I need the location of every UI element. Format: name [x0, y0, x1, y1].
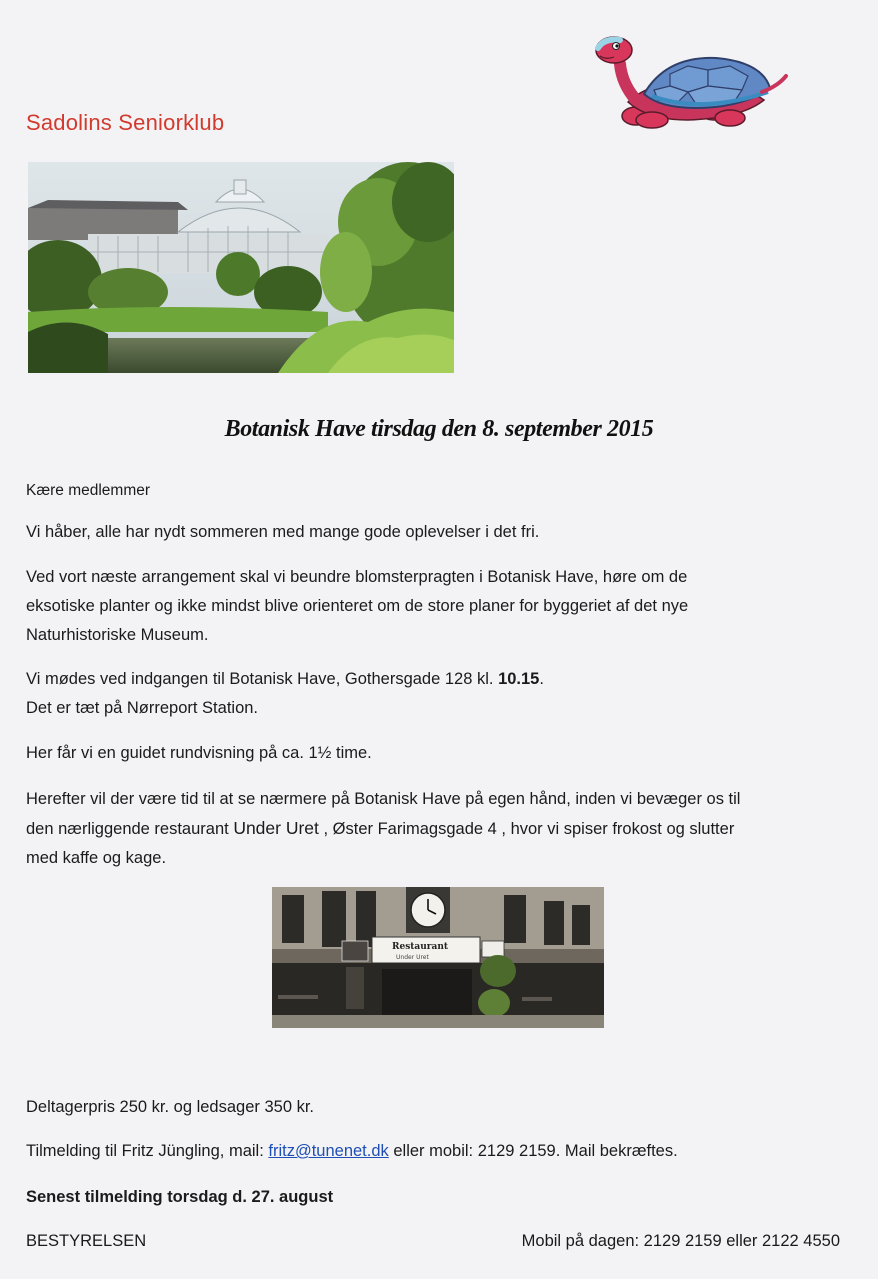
afterwards-line-3: med kaffe og kage.	[26, 849, 167, 867]
restaurant-sign-subtitle: Under Uret	[396, 954, 429, 961]
signature: BESTYRELSEN	[26, 1232, 147, 1250]
mobile-on-the-day: Mobil på dagen: 2129 2159 eller 2122 4550	[521, 1232, 840, 1250]
meeting-period: .	[539, 670, 544, 688]
botanical-garden-photo	[28, 162, 454, 373]
program-line-1: Ved vort næste arrangement skal vi beundre blomsterpragten i Botanisk Have, høre om de	[26, 568, 688, 586]
signup-line: Tilmelding til Fritz Jüngling, mail: fritz@tunenet.dk eller mobil: 2129 2159. Mail bekræftes.	[26, 1142, 678, 1160]
program-paragraph	[26, 563, 846, 650]
restaurant-sign-title: Restaurant	[392, 942, 449, 952]
meeting-time: 10.15	[498, 670, 540, 688]
afterwards-paragraph	[26, 785, 846, 873]
program-line-3: Naturhistoriske Museum.	[26, 626, 209, 644]
meeting-paragraph	[26, 665, 846, 723]
meeting-line-2: Det er tæt på Nørreport Station.	[26, 699, 259, 717]
tour-paragraph: Her får vi en guidet rundvisning på ca. 1½ time.	[26, 744, 372, 762]
turtle-logo	[592, 30, 792, 132]
club-name: Sadolins Seniorklub	[26, 110, 225, 135]
meeting-line-1	[26, 665, 846, 694]
restaurant-name: Under Uret	[233, 818, 319, 838]
afterwards-line-2: den nærliggende restaurant Under Uret , Øster Farimagsgade 4 , hvor vi spiser frokost og slutter	[26, 818, 735, 838]
afterwards-line-1: Herefter vil der være tid til at se nærmere på Botanisk Have på egen hånd, inden vi bevæger os til	[26, 790, 741, 808]
signup-email-link[interactable]: fritz@tunenet.dk	[268, 1142, 389, 1160]
signup-deadline: Senest tilmelding torsdag d. 27. august	[26, 1188, 334, 1206]
program-line-2: eksotiske planter og ikke mindst blive orienteret om de store planer for byggeriet af det nye	[26, 597, 689, 615]
restaurant-photo	[272, 887, 604, 1028]
salutation: Kære medlemmer	[26, 482, 151, 499]
event-headline: Botanisk Have tirsdag den 8. september 2015	[224, 416, 654, 442]
intro-paragraph: Vi håber, alle har nydt sommeren med mange gode oplevelser i det fri.	[26, 523, 540, 541]
meeting-place: Vi mødes ved indgangen til Botanisk Have, Gothersgade 128 kl.	[26, 670, 499, 688]
price-line: Deltagerpris 250 kr. og ledsager 350 kr.	[26, 1098, 315, 1116]
